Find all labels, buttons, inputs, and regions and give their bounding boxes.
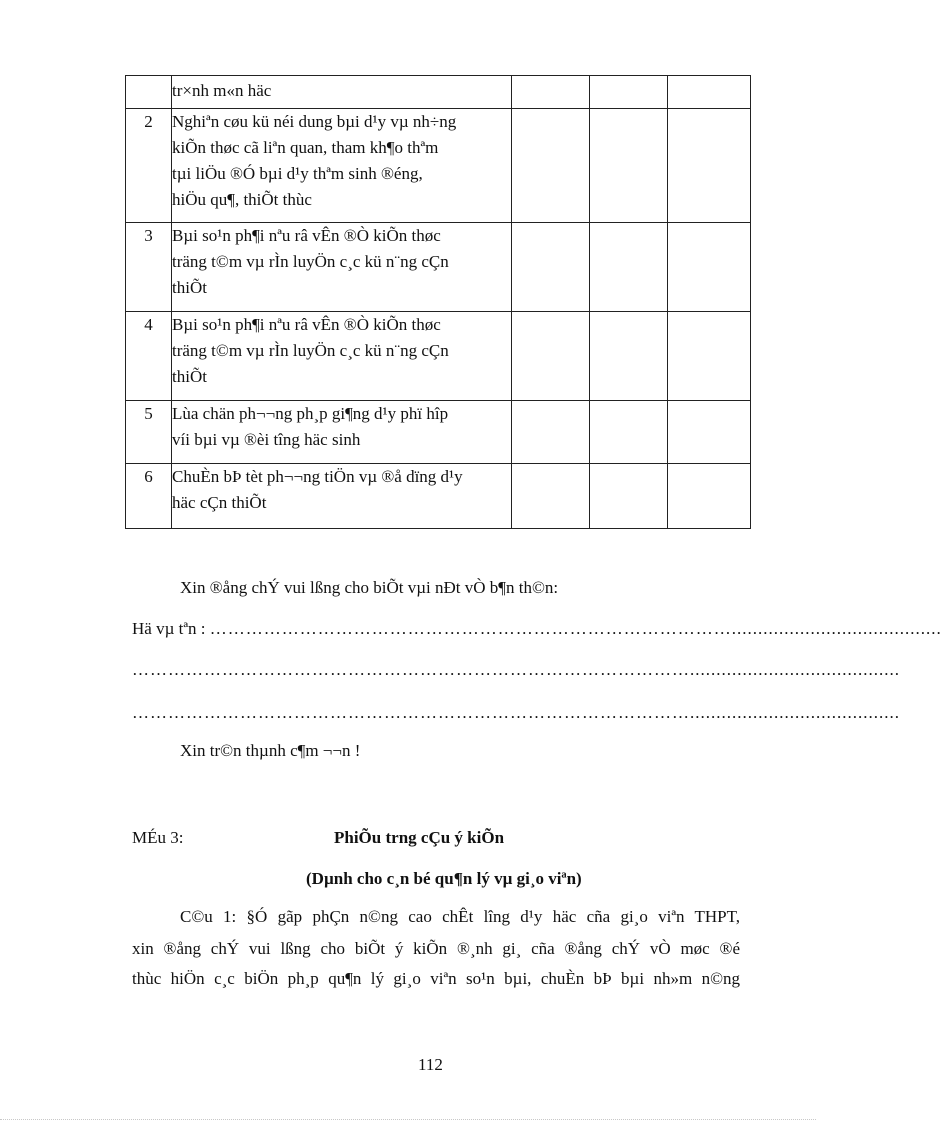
name-dots: ……………………………………………………………………………........................................	[209, 619, 942, 638]
row-content-line: hiÖu qu¶, thiÕt thùc	[172, 190, 312, 209]
rating-cell[interactable]	[590, 76, 668, 109]
name-label: Hä vµ tªn :	[132, 619, 206, 638]
name-field-line	[132, 619, 942, 639]
row-content-line: träng t©m vµ rÌn luyÖn c¸c kü n¨ng cÇn	[172, 341, 449, 360]
row-content-line: träng t©m vµ rÌn luyÖn c¸c kü n¨ng cÇn	[172, 252, 449, 271]
row-content-line: ChuÈn bÞ tèt ph¬¬ng tiÖn vµ ®å dïng d¹y	[172, 467, 463, 486]
rating-cell[interactable]	[668, 401, 751, 464]
row-content	[172, 109, 512, 223]
table-row	[126, 464, 751, 529]
row-content-line: thiÕt	[172, 278, 207, 297]
table-row	[126, 401, 751, 464]
table-row	[126, 223, 751, 312]
question-line-3: thùc hiÖn c¸c biÖn ph¸p qu¶n lý gi¸o viªn so¹n bµi, chuÈn bÞ bµi nh»m n©ng	[132, 969, 740, 988]
table-row	[126, 76, 751, 109]
appendix-title: PhiÕu trng cÇu ý kiÕn	[334, 828, 505, 847]
rating-cell[interactable]	[590, 223, 668, 312]
row-number: 5	[126, 401, 172, 464]
row-content-line: víi bµi vµ ®èi tîng häc sinh	[172, 430, 361, 449]
question-line-1: C©u 1: §Ó gãp phÇn n©ng cao chÊt lîng d¹y häc cña gi¸o viªn THPT,	[180, 907, 740, 926]
rating-cell[interactable]	[512, 312, 590, 401]
row-content-line: Bµi so¹n ph¶i nªu râ vÊn ®Ò kiÕn thøc	[172, 315, 441, 334]
row-content-line: Lùa chän ph¬¬ng ph¸p gi¶ng d¹y phï hîp	[172, 404, 449, 423]
blank-dots-2: …………………………………………………………………………………........................................	[132, 703, 900, 722]
blank-dots-1: …………………………………………………………………………………........................................	[132, 660, 900, 679]
rating-cell[interactable]	[668, 464, 751, 529]
rating-cell[interactable]	[512, 464, 590, 529]
row-content-line: tr×nh m«n häc	[172, 81, 272, 100]
question-line-2: xin ®ång chÝ vui lßng cho biÕt ý kiÕn ®¸nh gi¸ cña ®ång chÝ vÒ møc ®é	[132, 939, 740, 958]
row-number: 4	[126, 312, 172, 401]
thanks-text: Xin tr©n thµnh c¶m ¬¬n !	[180, 741, 361, 760]
rating-cell[interactable]	[512, 223, 590, 312]
rating-cell[interactable]	[512, 109, 590, 223]
blank-line-2	[132, 703, 900, 723]
row-content	[172, 312, 512, 401]
rating-cell[interactable]	[668, 109, 751, 223]
rating-cell[interactable]	[668, 223, 751, 312]
appendix-subtitle: (Dµnh cho c¸n bé qu¶n lý vµ gi¸o viªn)	[306, 869, 582, 888]
row-content	[172, 76, 512, 109]
page-bottom-edge	[0, 1119, 816, 1120]
row-number	[126, 76, 172, 109]
row-content-line: häc cÇn thiÕt	[172, 493, 267, 512]
page-number: 112	[418, 1055, 443, 1074]
survey-table	[125, 75, 751, 529]
rating-cell[interactable]	[590, 401, 668, 464]
rating-cell[interactable]	[668, 312, 751, 401]
rating-cell[interactable]	[512, 76, 590, 109]
row-content	[172, 464, 512, 529]
rating-cell[interactable]	[668, 76, 751, 109]
rating-cell[interactable]	[590, 464, 668, 529]
row-content	[172, 401, 512, 464]
rating-cell[interactable]	[590, 312, 668, 401]
row-content-line: tµi liÖu ®Ó bµi d¹y thªm sinh ®éng,	[172, 164, 423, 183]
row-number: 6	[126, 464, 172, 529]
row-number: 3	[126, 223, 172, 312]
request-text: Xin ®ång chÝ vui lßng cho biÕt vµi nÐt vÒ b¶n th©n:	[180, 578, 559, 597]
table-row	[126, 109, 751, 223]
row-content-line: thiÕt	[172, 367, 207, 386]
rating-cell[interactable]	[590, 109, 668, 223]
row-number: 2	[126, 109, 172, 223]
row-content	[172, 223, 512, 312]
blank-line-1	[132, 660, 900, 680]
row-content-line: kiÕn thøc cã liªn quan, tham kh¶o thªm	[172, 138, 439, 157]
row-content-line: Nghiªn cøu kü néi dung bµi d¹y vµ nh÷ng	[172, 112, 457, 131]
table-row	[126, 312, 751, 401]
appendix-label: MÉu 3:	[132, 828, 184, 847]
rating-cell[interactable]	[512, 401, 590, 464]
row-content-line: Bµi so¹n ph¶i nªu râ vÊn ®Ò kiÕn thøc	[172, 226, 441, 245]
